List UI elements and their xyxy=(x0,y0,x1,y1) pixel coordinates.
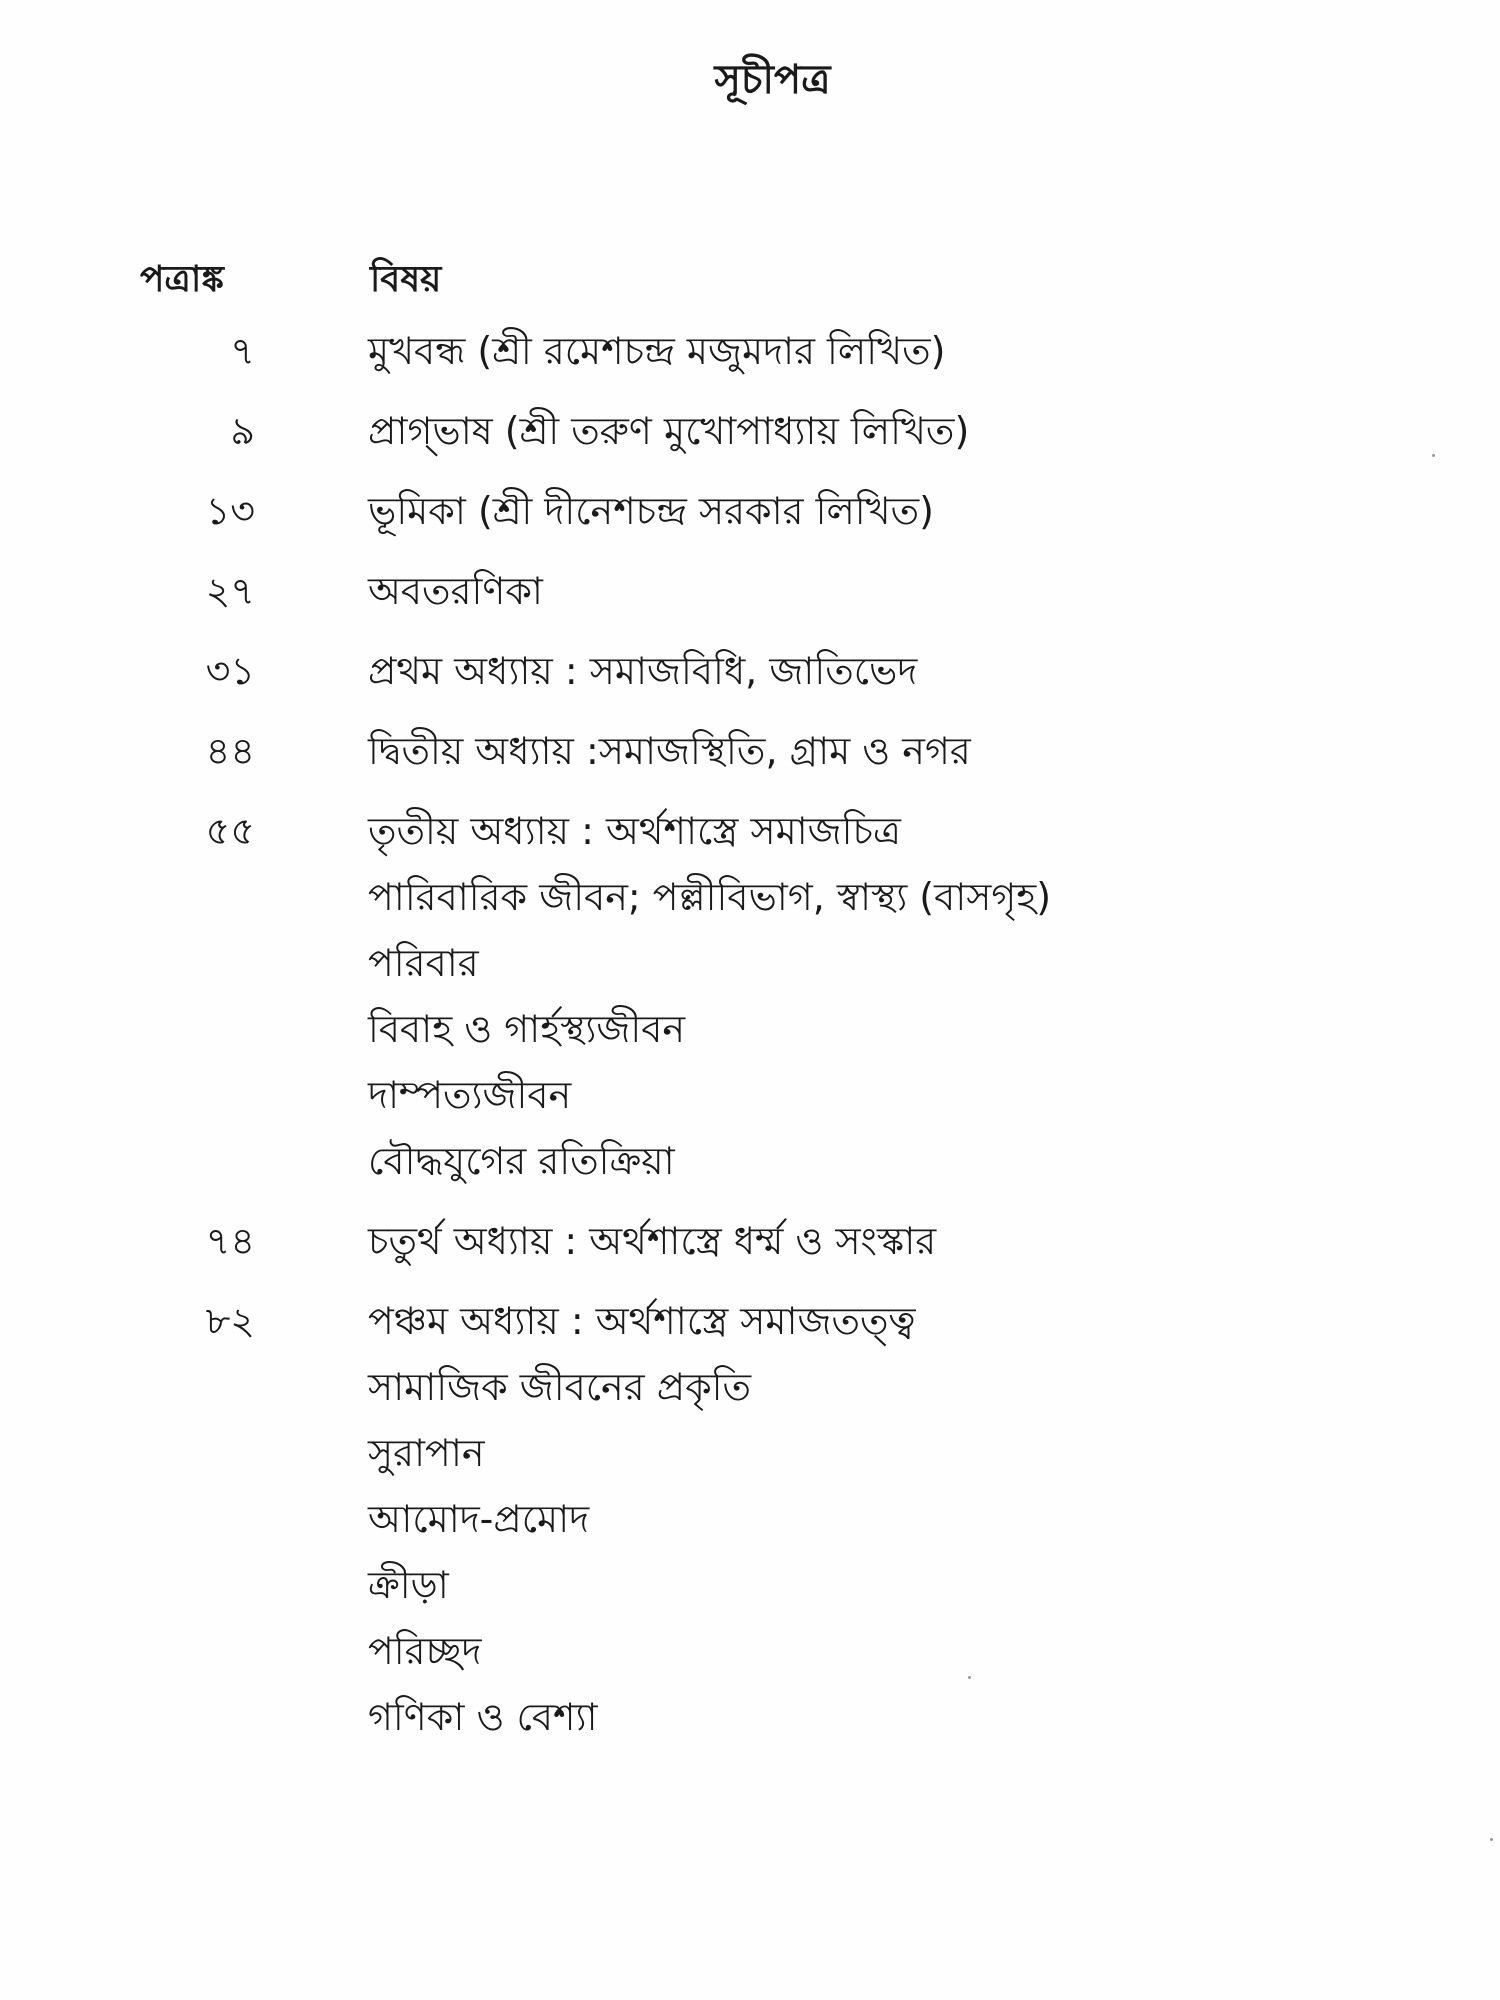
toc-subtopic: বৌদ্ধযুগের রতিক্রিয়া xyxy=(368,1139,675,1183)
toc-subtopic: দাম্পত্যজীবন xyxy=(368,1073,572,1117)
toc-topic: ভূমিকা (শ্রী দীনেশচন্দ্র সরকার লিখিত) xyxy=(368,489,934,533)
toc-row xyxy=(0,558,1500,624)
paper-speck xyxy=(1490,1838,1493,1841)
column-header-topic: বিষয় xyxy=(370,259,442,300)
toc-subtopic: সামাজিক জীবনের প্রকৃতি xyxy=(368,1365,752,1409)
column-header-page: পত্রাঙ্ক xyxy=(140,259,224,300)
paper-speck xyxy=(1432,454,1435,457)
toc-row xyxy=(0,1208,1500,1274)
toc-row xyxy=(0,1288,1500,1354)
toc-page-number: ৯ xyxy=(230,409,255,453)
toc-topic: চতুর্থ অধ্যায় : অর্থশাস্ত্রে ধর্ম্ম ও সংস্কার xyxy=(368,1219,937,1263)
toc-subtopic: গণিকা ও বেশ্যা xyxy=(368,1695,598,1739)
toc-subtopic: পরিচ্ছদ xyxy=(368,1629,482,1673)
toc-subtopic: বিবাহ ও গার্হস্থ্যজীবন xyxy=(368,1007,686,1051)
toc-subtopic-row xyxy=(0,1354,1500,1420)
toc-topic: প্রাগ্ভাষ (শ্রী তরুণ মুখোপাধ্যায় লিখিত) xyxy=(368,409,970,453)
toc-topic: মুখবন্ধ (শ্রী রমেশচন্দ্র মজুমদার লিখিত) xyxy=(368,329,946,373)
toc-subtopic: পরিবার xyxy=(368,941,479,985)
toc-page-number: ১৩ xyxy=(205,489,255,533)
toc-topic: পঞ্চম অধ্যায় : অর্থশাস্ত্রে সমাজতত্ত্ব xyxy=(368,1299,916,1343)
toc-row xyxy=(0,398,1500,464)
toc-subtopic-row xyxy=(0,1128,1500,1194)
toc-topic: প্রথম অধ্যায় : সমাজবিধি, জাতিভেদ xyxy=(368,649,918,693)
toc-subtopic: পারিবারিক জীবন; পল্লীবিভাগ, স্বাস্থ্য (বাসগৃহ) xyxy=(368,875,1052,919)
toc-page-number: ৩১ xyxy=(205,649,255,693)
toc-page-number: ৮২ xyxy=(205,1299,255,1343)
toc-topic: অবতরণিকা xyxy=(368,569,543,613)
toc-topic: দ্বিতীয় অধ্যায় :সমাজস্থিতি, গ্রাম ও নগর xyxy=(368,729,971,773)
toc-subtopic-row xyxy=(0,1062,1500,1128)
table-of-contents xyxy=(0,318,1500,1750)
toc-row xyxy=(0,478,1500,544)
toc-subtopic-row xyxy=(0,864,1500,930)
toc-subtopic-row xyxy=(0,1618,1500,1684)
toc-page-number: ৭৪ xyxy=(205,1219,255,1263)
toc-row xyxy=(0,718,1500,784)
toc-row xyxy=(0,798,1500,864)
toc-topic: তৃতীয় অধ্যায় : অর্থশাস্ত্রে সমাজচিত্র xyxy=(368,809,901,853)
toc-page-number: ৫৫ xyxy=(205,809,255,853)
page-title: সূচীপত্র xyxy=(714,57,831,103)
toc-subtopic: সুরাপান xyxy=(368,1431,485,1475)
toc-subtopic-row xyxy=(0,996,1500,1062)
toc-row xyxy=(0,638,1500,704)
toc-page-number: ৭ xyxy=(230,329,255,373)
toc-subtopic-row xyxy=(0,930,1500,996)
toc-page-number: ৪৪ xyxy=(205,729,255,773)
toc-subtopic: আমোদ-প্রমোদ xyxy=(368,1497,590,1541)
toc-subtopic-row xyxy=(0,1420,1500,1486)
paper-speck xyxy=(968,1676,971,1679)
toc-row xyxy=(0,318,1500,384)
toc-subtopic: ক্রীড়া xyxy=(368,1563,449,1607)
toc-subtopic-row xyxy=(0,1486,1500,1552)
toc-subtopic-row xyxy=(0,1684,1500,1750)
toc-subtopic-row xyxy=(0,1552,1500,1618)
toc-page-number: ২৭ xyxy=(205,569,255,613)
